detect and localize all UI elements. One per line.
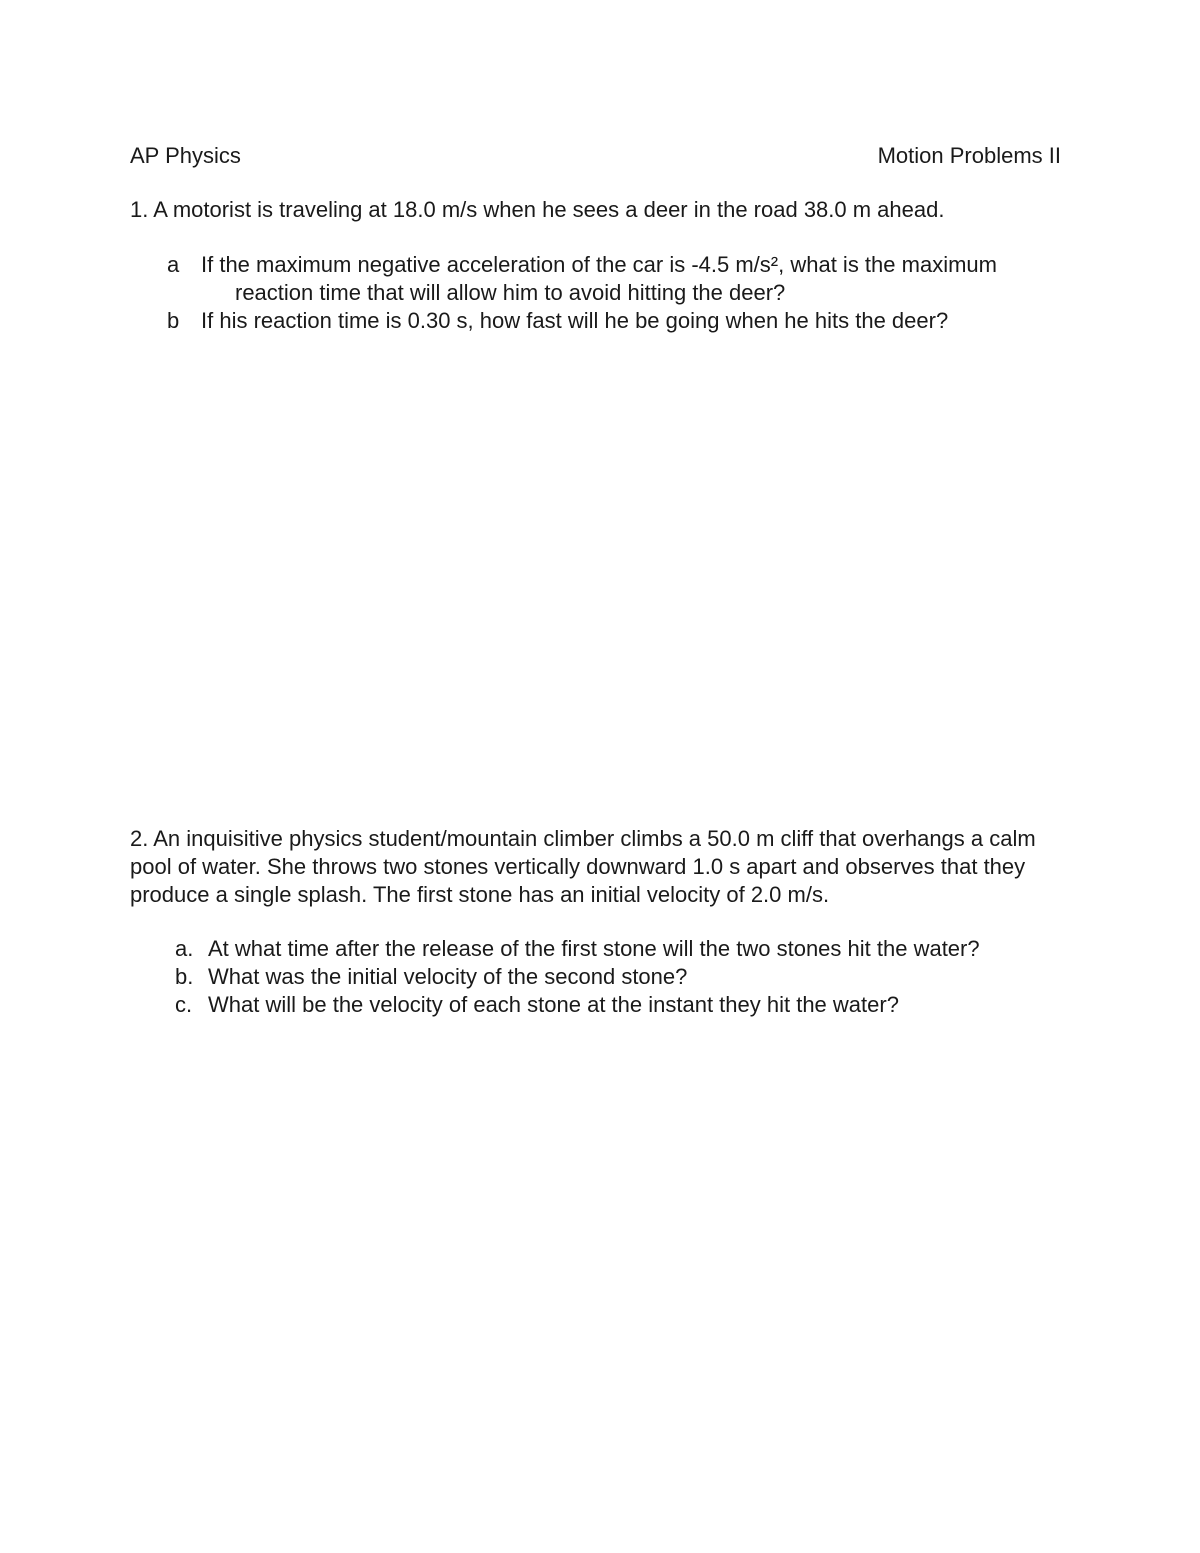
part-letter: b: [167, 308, 180, 333]
part-letter: a: [167, 252, 180, 277]
part-letter: a.: [175, 936, 194, 961]
question-2-part-c: [175, 991, 1075, 1019]
part-text: What was the initial velocity of the second stone?: [208, 964, 688, 989]
question-2-part-b: [175, 963, 1075, 991]
question-1-parts: [167, 251, 1067, 335]
question-2-stem: 2. An inquisitive physics student/mountain climber climbs a 50.0 m cliff that overhangs a calm pool of water. She throws two stones vertically downward 1.0 s apart and observes that they produce a single splash. The first stone has an initial velocity of 2.0 m/s.: [130, 826, 1036, 907]
part-text-line-1: If his reaction time is 0.30 s, how fast will he be going when he hits the deer?: [201, 308, 949, 333]
worksheet-title: Motion Problems II: [877, 143, 1061, 168]
course-name: AP Physics: [130, 143, 241, 168]
question-1-part-b: [167, 307, 1067, 335]
question-1: [130, 196, 1070, 224]
part-text: What will be the velocity of each stone at the instant they hit the water?: [208, 992, 899, 1017]
question-2-parts: [175, 935, 1075, 1019]
part-letter: c.: [175, 992, 193, 1017]
question-2-part-a: [175, 935, 1075, 963]
part-text: At what time after the release of the first stone will the two stones hit the water?: [208, 936, 980, 961]
question-1-part-a: [167, 251, 1067, 307]
part-letter: b.: [175, 964, 194, 989]
part-text-line-1: If the maximum negative acceleration of the car is -4.5 m/s², what is the maximum: [201, 252, 997, 277]
part-text-line-2: reaction time that will allow him to avoid hitting the deer?: [235, 280, 786, 305]
question-1-stem: 1. A motorist is traveling at 18.0 m/s when he sees a deer in the road 38.0 m ahead.: [130, 197, 945, 222]
question-2: [130, 825, 1070, 909]
